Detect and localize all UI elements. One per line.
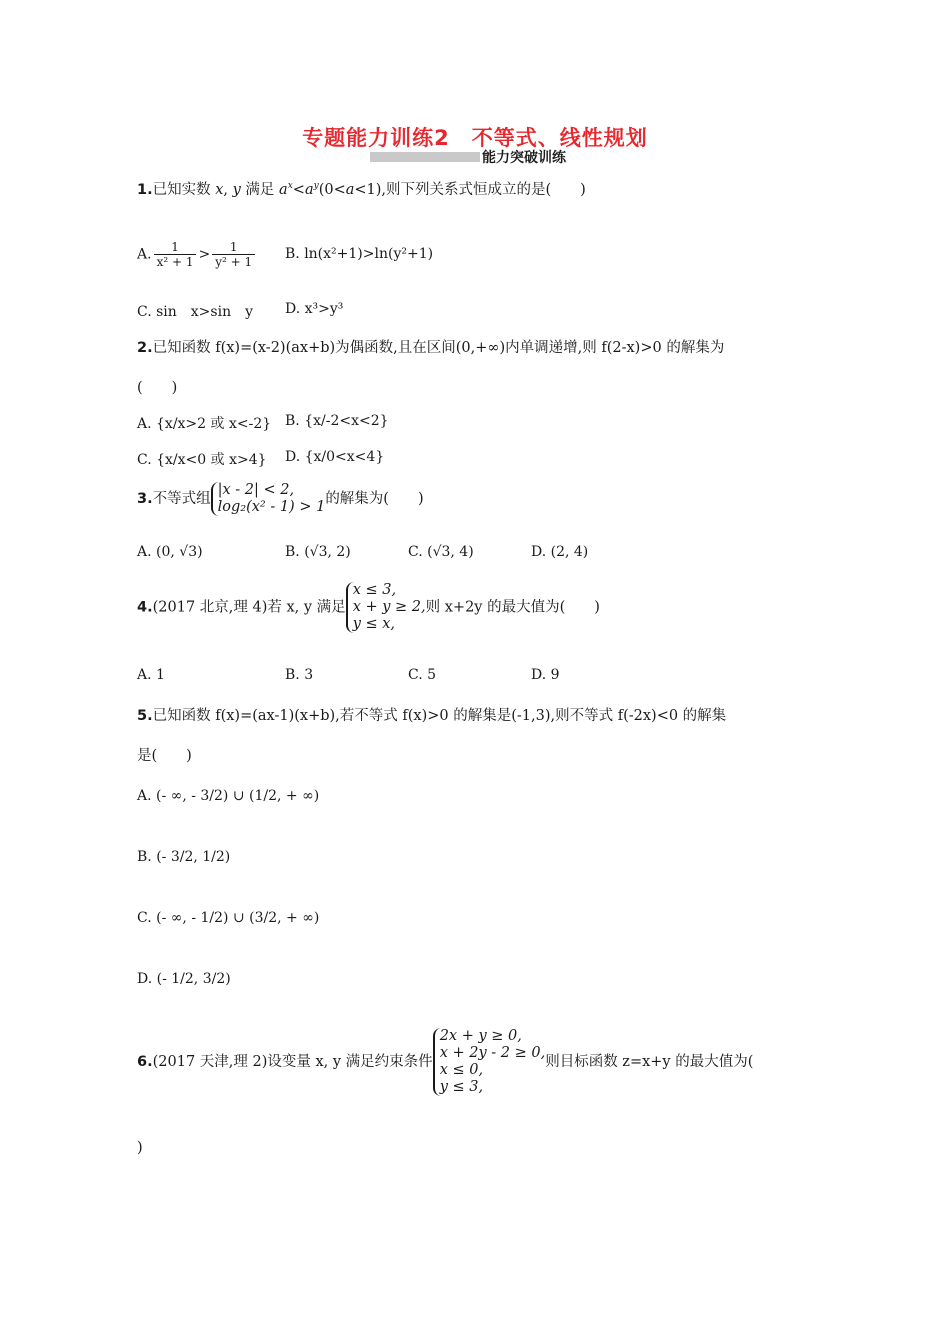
question-3-option-b: B. (√3, 2) [285,544,351,560]
question-number: 1. [137,182,153,198]
question-4-option-b: B. 3 [285,667,314,683]
question-5-option-b: B. (- 3/2, 1/2) [137,849,231,865]
question-2-stem: 2.已知函数 f(x)=(x-2)(ax+b)为偶函数,且在区间(0,+∞)内单调递增,则 f(2-x)>0 的解集为 [137,340,725,356]
question-3-stem: 3.不等式组 |x - 2| < 2, log₂(x² - 1) > 1 的解集为( ) [137,482,424,515]
page-title: 专题能力训练2 不等式、线性规划 [302,126,648,150]
question-4-stem: 4.(2017 北京,理 4)若 x, y 满足 x ≤ 3, x + y ≥ 2, y ≤ x, 则 x+2y 的最大值为( ) [137,582,600,632]
inequality-system: |x - 2| < 2, log₂(x² - 1) > 1 [211,482,326,516]
question-3-option-c: C. (√3, 4) [408,544,474,560]
section-subtitle: 能力突破训练 [482,150,566,166]
question-3-option-a: A. (0, √3) [137,544,203,560]
question-1-option-a: A. $\frac{1}{\text{x² + 1}}$ > $\frac{1}{\text{y² + 1}}$ [137,240,257,269]
question-6-close: ) [137,1140,143,1156]
question-5-option-d: D. (- 1/2, 3/2) [137,971,231,987]
question-2-option-b: B. {x/-2<x<2} [285,413,389,429]
question-4-option-a: A. 1 [137,667,165,683]
constraint-system: x ≤ 3, x + y ≥ 2, y ≤ x, [346,582,426,633]
question-1-stem: 1.已知实数 x, y 满足 $a^x<a^y(0<a<1)$,则下列关系式恒成立的是( ) [137,181,586,198]
question-1-option-b: B. ln(x²+1)>ln(y²+1) [285,246,434,262]
question-5-stem-cont: 是( ) [137,748,192,764]
constraint-system: 2x + y ≥ 0, x + 2y - 2 ≥ 0, x ≤ 0, y ≤ 3, [433,1028,546,1096]
question-4-option-c: C. 5 [408,667,437,683]
subtitle-highlight [370,152,480,162]
question-2-option-c: C. {x/x<0 或 x>4} [137,452,267,468]
question-2-paren: ( ) [137,380,178,396]
question-5-option-c: C. (- ∞, - 1/2) ∪ (3/2, + ∞) [137,910,320,926]
question-2-option-d: D. {x/0<x<4} [285,449,385,465]
question-5-option-a: A. (- ∞, - 3/2) ∪ (1/2, + ∞) [137,788,320,804]
question-4-option-d: D. 9 [531,667,560,683]
question-1-option-d: D. x³>y³ [285,301,344,317]
question-2-option-a: A. {x/x>2 或 x<-2} [137,416,272,432]
question-6-stem: 6.(2017 天津,理 2)设变量 x, y 满足约束条件 2x + y ≥ 0, x + 2y - 2 ≥ 0, x ≤ 0, y ≤ 3, 则目标函数 z=x+y 的最大值为( [137,1028,754,1095]
question-1-option-c: C. sin x>sin y [137,304,254,320]
question-5-stem: 5.已知函数 f(x)=(ax-1)(x+b),若不等式 f(x)>0 的解集是(-1,3),则不等式 f(-2x)<0 的解集 [137,708,727,724]
question-3-option-d: D. (2, 4) [531,544,589,560]
